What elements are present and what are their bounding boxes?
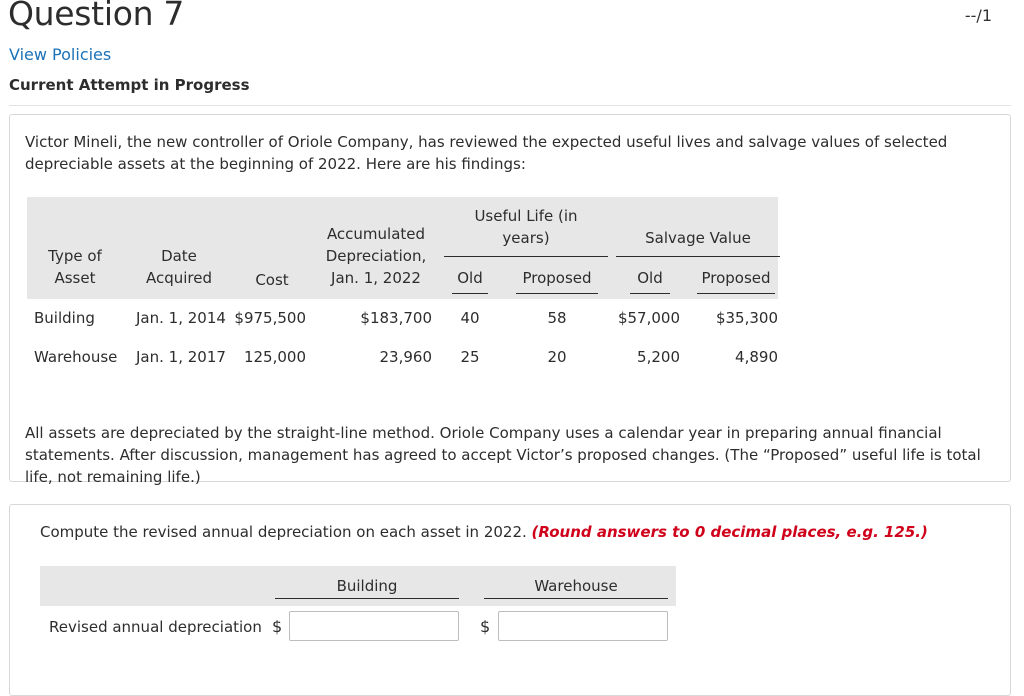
row-building-cost: $975,500	[234, 309, 306, 327]
row-building-life-old: 40	[460, 309, 480, 327]
view-policies-link[interactable]: View Policies	[9, 45, 112, 64]
header-cost: Cost	[255, 271, 289, 289]
life-proposed-underline	[516, 293, 598, 294]
header-date-acquired-1: Date	[161, 247, 197, 265]
header-date-acquired-2: Acquired	[145, 269, 213, 287]
col-warehouse-underline	[484, 598, 668, 599]
life-old-underline	[452, 293, 488, 294]
row-warehouse-salvage-old: 5,200	[637, 348, 680, 366]
row-building-date: Jan. 1, 2014	[136, 309, 226, 327]
part-instruction	[40, 523, 928, 541]
currency-symbol-building: $	[272, 617, 283, 636]
row-building-accum: $183,700	[360, 309, 432, 327]
row-building-asset: Building	[34, 309, 95, 327]
col-building-underline	[275, 598, 459, 599]
header-type-of-asset-2: Asset	[54, 269, 96, 287]
attempt-status: Current Attempt in Progress	[9, 76, 250, 94]
header-accumulated-2: Depreciation,	[325, 247, 427, 265]
header-salvage-value: Salvage Value	[645, 229, 751, 247]
row-warehouse-accum: 23,960	[379, 348, 432, 366]
col-warehouse-header: Warehouse	[534, 577, 618, 595]
header-type-of-asset-1: Type of	[48, 247, 102, 265]
header-divider	[9, 105, 1011, 106]
building-depreciation-input[interactable]	[289, 611, 459, 641]
header-life-proposed: Proposed	[522, 269, 592, 287]
instruction-text: Compute the revised annual depreciation on each asset in 2022.	[40, 523, 527, 541]
score-indicator: --/1	[964, 6, 992, 25]
header-life-old: Old	[457, 269, 483, 287]
problem-intro: Victor Mineli, the new controller of Oriole Company, has reviewed the expected useful lives and salvage values of selected depreciable assets at the beginning of 2022. Here are his findings:	[25, 133, 948, 173]
answer-card	[9, 504, 1011, 696]
header-accumulated-1: Accumulated	[326, 225, 426, 243]
row-warehouse-life-proposed: 20	[547, 348, 567, 366]
warehouse-depreciation-input[interactable]	[498, 611, 668, 641]
row-warehouse-cost: 125,000	[243, 348, 306, 366]
revised-depreciation-label: Revised annual depreciation	[49, 618, 262, 636]
header-useful-life-2: years)	[502, 229, 550, 247]
header-salvage-proposed: Proposed	[701, 269, 771, 287]
problem-card	[9, 114, 1011, 486]
header-salvage-old: Old	[637, 269, 663, 287]
question-title: Question 7	[8, 0, 185, 33]
useful-life-underline	[444, 256, 608, 257]
row-warehouse-date: Jan. 1, 2017	[136, 348, 226, 366]
problem-outro: All assets are depreciated by the straight-line method. Oriole Company uses a calendar year in preparing annual financial statements. After discussion, management has agreed to accept Victor’s proposed changes. (The “Proposed” useful life is total life, not remaining life.)	[25, 424, 981, 486]
row-warehouse-salvage-proposed: 4,890	[735, 348, 778, 366]
salvage-value-underline	[616, 256, 780, 257]
header-accumulated-3: Jan. 1, 2022	[331, 269, 421, 287]
header-useful-life-1: Useful Life (in	[474, 207, 578, 225]
currency-symbol-warehouse: $	[480, 617, 491, 636]
col-building-header: Building	[336, 577, 398, 595]
row-building-life-proposed: 58	[547, 309, 567, 327]
row-building-salvage-proposed: $35,300	[715, 309, 778, 327]
salvage-proposed-underline	[697, 293, 775, 294]
salvage-old-underline	[630, 293, 670, 294]
row-warehouse-life-old: 25	[460, 348, 480, 366]
row-warehouse-asset: Warehouse	[34, 348, 118, 366]
row-building-salvage-old: $57,000	[617, 309, 680, 327]
rounding-hint: (Round answers to 0 decimal places, e.g. 125.)	[531, 523, 928, 541]
